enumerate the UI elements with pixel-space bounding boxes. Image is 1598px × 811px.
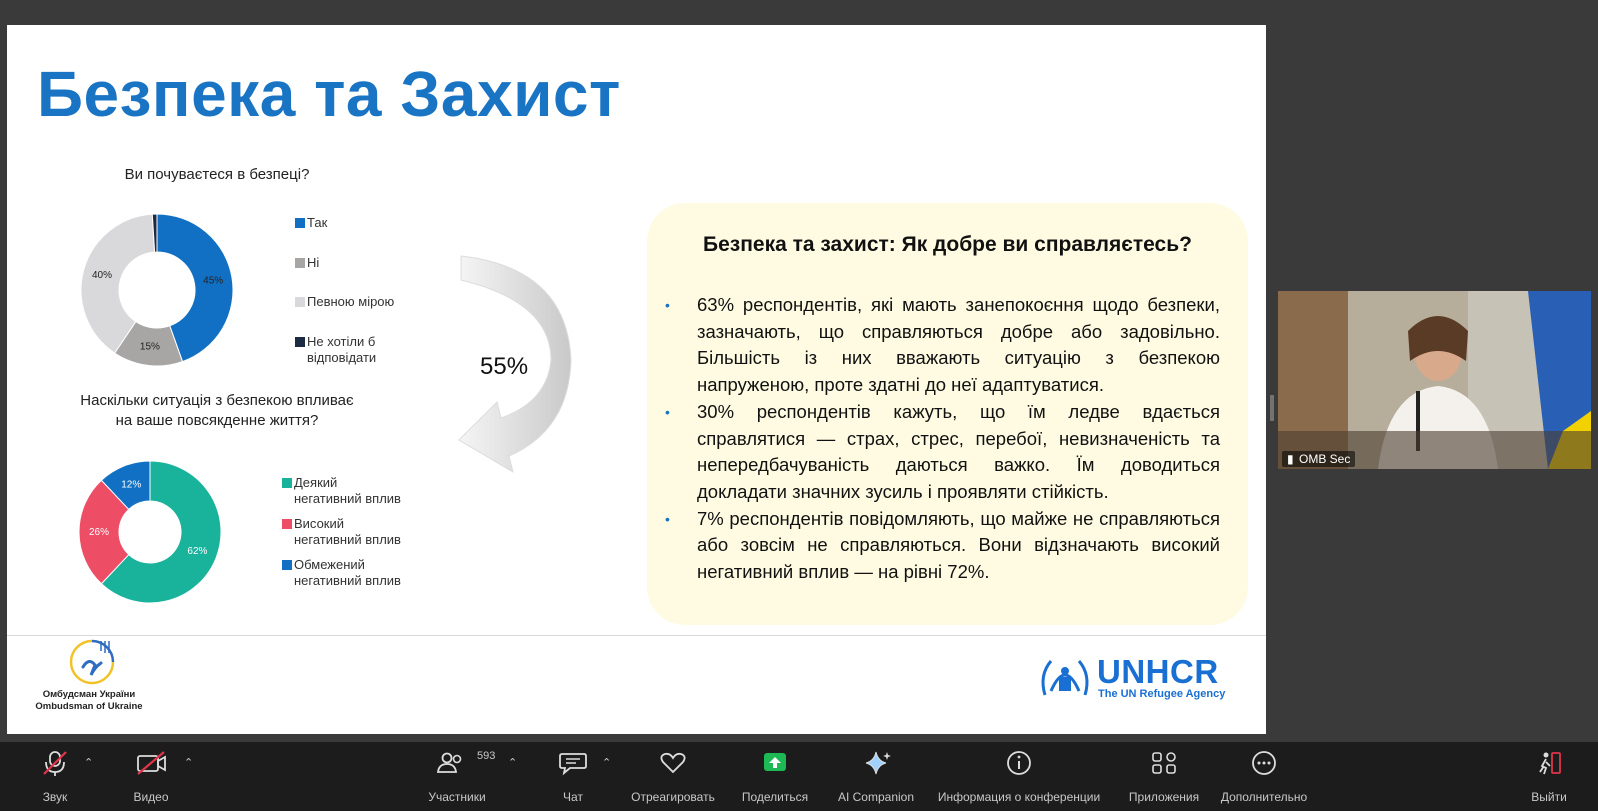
summary-list [665,292,1220,586]
legend-label: негативний вплив [294,491,401,506]
unhcr-emblem-icon [1037,655,1093,701]
info-icon [930,750,1108,776]
legend-label: негативний вплив [294,532,401,547]
chart1-title: Ви почуваєтеся в безпеці? [124,166,310,183]
legend-swatch-icon [282,519,292,529]
chart2-title-line: Наскільки ситуація з безпекою впливає [80,392,354,409]
donut-slice-label: 45% [203,275,224,287]
bullet-text: 7% респондентів повідомляють, що майже не справляються або зовсім не справляються. Вони відзначають високий негативний вплив — на рівні 72%. [697,507,1220,583]
mic-muted-icon [30,750,80,776]
summary-bullet [665,399,1220,506]
apps-label: Приложения [1128,790,1200,804]
share-label: Поделиться [741,790,809,804]
bullet-icon: • [665,510,670,527]
ai-companion-label: AI Companion [837,790,915,804]
summary-heading: Безпека та захист: Як добре ви справляєтесь? [703,233,1192,256]
summary-bullet [665,506,1220,586]
ai-companion-button[interactable] [833,742,919,811]
panel-resize-handle[interactable] [1270,395,1274,421]
audio-label: Звук [42,790,68,804]
share-button[interactable] [735,742,815,811]
donut-slice-label: 15% [139,341,160,353]
summary-bullet [665,292,1220,399]
legend-label: Високий [294,516,345,531]
top-bar [0,0,1598,24]
meeting-info-label: Информация о конференции [937,790,1101,804]
legend-item [282,557,401,589]
ombudsman-logo-text [29,689,149,713]
leave-label: Выйти [1531,790,1567,804]
sparkle-icon [833,750,919,776]
bullet-text: 30% респондентів кажуть, що їм ледве вдається справлятися — страх, стрес, перебої, невизначеність та непередбачуваність даються важко. Їм доводиться докладати значних зусиль і проявляти стійкість. [697,400,1220,502]
legend-label: Ні [307,255,320,270]
leave-button[interactable] [1526,742,1572,811]
bullet-icon: • [665,403,670,420]
legend-label: Деякий [294,475,338,490]
shared-slide [7,25,1266,734]
donut-chart-impact [75,457,225,607]
unhcr-logo-name: UNHCR [1097,653,1219,690]
legend-swatch-icon [295,337,305,347]
audio-options-chevron-up-icon[interactable]: ⌃ [84,757,94,769]
signal-bars-icon: ▮ [1287,452,1294,466]
participant-video-tile[interactable] [1278,291,1591,469]
share-screen-icon [735,750,815,776]
react-label: Отреагировать [631,790,715,804]
legend-swatch-icon [295,258,305,268]
participant-name-label [1282,451,1355,467]
donut-chart-safety [77,210,237,370]
participants-count: 593 [477,750,496,762]
chart2-title [57,391,377,431]
chart2-title-text [80,392,353,429]
legend-label: негативний вплив [294,573,401,588]
participants-options-chevron-up-icon[interactable]: ⌃ [508,757,518,769]
legend-item [295,255,319,271]
legend-item [295,334,376,366]
more-dots-icon [1214,750,1314,776]
heart-icon [625,750,721,776]
arrow-percentage: 55% [480,353,529,380]
footer-divider [7,635,1266,636]
video-options-chevron-up-icon[interactable]: ⌃ [184,757,194,769]
legend-label: Не хотіли б [307,334,376,349]
legend-label: Так [307,215,328,230]
legend-item [295,294,394,310]
participant-name: OMB Sec [1299,452,1351,466]
legend-item [282,516,401,548]
donut-slice-label: 26% [88,527,110,538]
ombudsman-line1: Омбудсман України [42,689,136,700]
legend-item [295,215,327,231]
chat-button[interactable] [548,742,598,811]
camera-off-icon [126,750,176,776]
video-button[interactable] [126,742,176,811]
ombudsman-line2: Ombudsman of Ukraine [35,701,143,712]
meeting-toolbar [0,742,1598,811]
donut-slice-label: 12% [121,479,142,491]
bullet-text: 63% респондентів, які мають занепокоєння щодо безпеки, зазначають, що справляються добре або задовільно. Більшість із них вважають ситуацію з безпекою напруженою, проте здатні до неї адаптуватися. [697,294,1220,396]
unhcr-logo-tagline: The UN Refugee Agency [1098,688,1226,700]
legend-label: відповідати [307,350,377,365]
ombudsman-logo-icon [65,637,119,687]
video-frame-image [1278,291,1591,469]
summary-box [647,203,1248,625]
meeting-info-button[interactable] [930,742,1108,811]
video-label: Видео [133,790,169,804]
react-button[interactable] [625,742,721,811]
bullet-icon: • [665,297,670,313]
donut-slice-label: 62% [187,545,208,557]
donut-slice-label: 40% [91,270,112,282]
apps-button[interactable] [1122,742,1206,811]
chat-label: Чат [563,790,583,804]
slide-title: Безпека та Захист [37,58,621,130]
legend-swatch-icon [282,478,292,488]
chat-options-chevron-up-icon[interactable]: ⌃ [602,757,612,769]
legend-swatch-icon [295,297,305,307]
legend-label: Певною мірою [307,294,395,309]
legend-swatch-icon [295,218,305,228]
more-button[interactable] [1214,742,1314,811]
apps-icon [1122,750,1206,776]
legend-item [282,475,401,507]
legend-label: Обмежений [294,557,365,572]
legend-swatch-icon [282,560,292,570]
chat-icon [548,750,598,776]
audio-button[interactable] [30,742,80,811]
leave-door-icon [1526,750,1572,776]
participants-label: Участники [428,790,486,804]
more-label: Дополнительно [1220,790,1308,804]
chart2-title-line: на ваше повсякденне життя? [115,412,319,429]
